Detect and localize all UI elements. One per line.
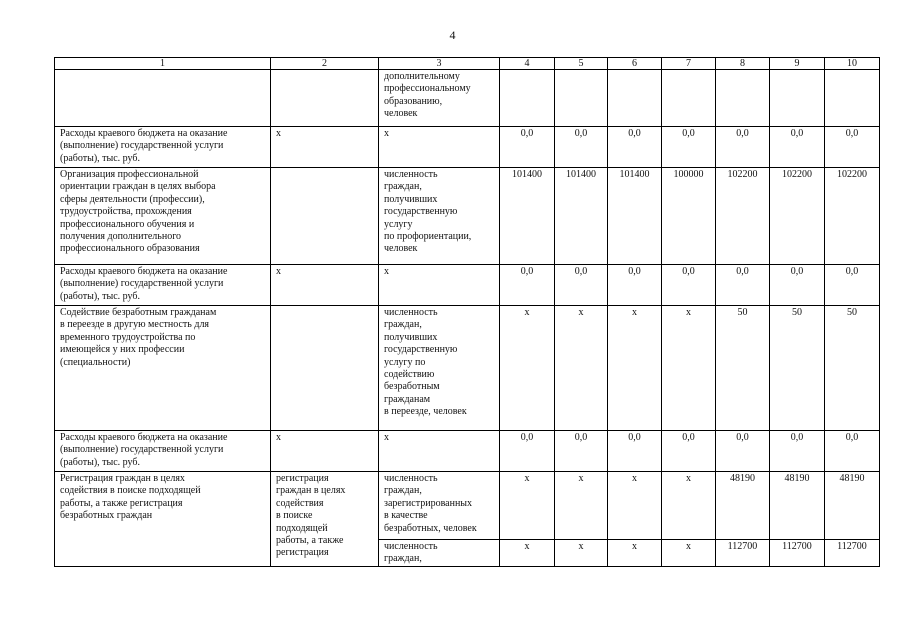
header-cell: 3 bbox=[379, 58, 500, 70]
header-cell: 6 bbox=[608, 58, 662, 70]
service-cell bbox=[271, 70, 379, 127]
value-cell: 102200 bbox=[770, 168, 825, 265]
value-cell: 0,0 bbox=[608, 127, 662, 168]
value-cell: 101400 bbox=[555, 168, 608, 265]
indicator-cell: Содействие безработным гражданам в переезде в другую местность для временного трудоустройства по имеющейся у них профессии (специальности) bbox=[55, 306, 271, 431]
service-cell: х bbox=[271, 127, 379, 168]
value-cell: 48190 bbox=[825, 472, 880, 540]
table-row bbox=[55, 431, 880, 472]
header-cell: 4 bbox=[500, 58, 555, 70]
value-cell: 101400 bbox=[608, 168, 662, 265]
value-cell: х bbox=[608, 472, 662, 540]
value-cell: 0,0 bbox=[500, 265, 555, 306]
value-cell: 0,0 bbox=[662, 431, 716, 472]
measure-cell: х bbox=[379, 127, 500, 168]
value-cell: 0,0 bbox=[555, 265, 608, 306]
table-row bbox=[55, 127, 880, 168]
header-cell: 5 bbox=[555, 58, 608, 70]
value-cell: 100000 bbox=[662, 168, 716, 265]
header-cell: 1 bbox=[55, 58, 271, 70]
value-cell bbox=[500, 70, 555, 127]
value-cell: 0,0 bbox=[608, 265, 662, 306]
service-cell bbox=[271, 168, 379, 265]
measure-cell: х bbox=[379, 431, 500, 472]
measure-cell: численность граждан, зарегистрированных в качестве безработных, человек bbox=[379, 472, 500, 540]
header-cell: 10 bbox=[825, 58, 880, 70]
service-cell: х bbox=[271, 431, 379, 472]
header-cell: 7 bbox=[662, 58, 716, 70]
header-cell: 8 bbox=[716, 58, 770, 70]
value-cell: 0,0 bbox=[555, 127, 608, 168]
value-cell: 50 bbox=[716, 306, 770, 431]
measure-cell: дополнительному профессиональному образованию, человек bbox=[379, 70, 500, 127]
value-cell: 102200 bbox=[716, 168, 770, 265]
measure-cell: х bbox=[379, 265, 500, 306]
value-cell: х bbox=[555, 540, 608, 567]
value-cell: х bbox=[500, 472, 555, 540]
value-cell: 0,0 bbox=[555, 431, 608, 472]
service-cell: регистрация граждан в целях содействия в поиске подходящей работы, а также регистрация bbox=[271, 472, 379, 567]
value-cell: х bbox=[555, 472, 608, 540]
header-cell: 2 bbox=[271, 58, 379, 70]
table-row bbox=[55, 265, 880, 306]
value-cell: 50 bbox=[825, 306, 880, 431]
indicator-cell: Регистрация граждан в целях содействия в поиске подходящей работы, а также регистрация безработных граждан bbox=[55, 472, 271, 567]
value-cell: 0,0 bbox=[662, 127, 716, 168]
value-cell: х bbox=[500, 306, 555, 431]
service-cell: х bbox=[271, 265, 379, 306]
value-cell: х bbox=[500, 540, 555, 567]
value-cell bbox=[662, 70, 716, 127]
value-cell bbox=[716, 70, 770, 127]
header-cell: 9 bbox=[770, 58, 825, 70]
value-cell: х bbox=[662, 472, 716, 540]
value-cell: х bbox=[608, 540, 662, 567]
table-row bbox=[55, 168, 880, 265]
table-row bbox=[55, 306, 880, 431]
value-cell: 0,0 bbox=[662, 265, 716, 306]
value-cell: 112700 bbox=[825, 540, 880, 567]
indicator-cell: Расходы краевого бюджета на оказание (выполнение) государственной услуги (работы), тыс. руб. bbox=[55, 265, 271, 306]
value-cell: 0,0 bbox=[716, 127, 770, 168]
indicator-cell: Расходы краевого бюджета на оказание (выполнение) государственной услуги (работы), тыс. руб. bbox=[55, 431, 271, 472]
value-cell: 48190 bbox=[716, 472, 770, 540]
value-cell: 0,0 bbox=[770, 127, 825, 168]
value-cell bbox=[825, 70, 880, 127]
value-cell: 48190 bbox=[770, 472, 825, 540]
table-row bbox=[55, 70, 880, 127]
page-number: 4 bbox=[449, 28, 456, 42]
value-cell: 0,0 bbox=[825, 265, 880, 306]
value-cell bbox=[555, 70, 608, 127]
indicator-cell: Организация профессиональной ориентации граждан в целях выбора сферы деятельности (профессии), трудоустройства, прохождения профессионального обучения и получения дополнительного профессионального образования bbox=[55, 168, 271, 265]
value-cell: 0,0 bbox=[770, 431, 825, 472]
indicator-cell: Расходы краевого бюджета на оказание (выполнение) государственной услуги (работы), тыс. руб. bbox=[55, 127, 271, 168]
header-row bbox=[55, 58, 880, 70]
service-cell bbox=[271, 306, 379, 431]
value-cell: х bbox=[662, 540, 716, 567]
value-cell: 0,0 bbox=[825, 127, 880, 168]
value-cell: 0,0 bbox=[825, 431, 880, 472]
value-cell bbox=[608, 70, 662, 127]
value-cell: 50 bbox=[770, 306, 825, 431]
value-cell: х bbox=[608, 306, 662, 431]
value-cell: 112700 bbox=[770, 540, 825, 567]
indicator-cell bbox=[55, 70, 271, 127]
measure-cell: численность граждан, получивших государственную услугу по содействию безработным гражданам в переезде, человек bbox=[379, 306, 500, 431]
value-cell: х bbox=[555, 306, 608, 431]
value-cell: 0,0 bbox=[716, 265, 770, 306]
value-cell: 101400 bbox=[500, 168, 555, 265]
measure-cell: численность граждан, получивших государственную услугу по профориентации, человек bbox=[379, 168, 500, 265]
value-cell: 0,0 bbox=[608, 431, 662, 472]
budget-table bbox=[54, 57, 880, 567]
value-cell bbox=[770, 70, 825, 127]
value-cell: 0,0 bbox=[500, 431, 555, 472]
value-cell: 112700 bbox=[716, 540, 770, 567]
value-cell: 0,0 bbox=[770, 265, 825, 306]
value-cell: 0,0 bbox=[500, 127, 555, 168]
measure-cell: численность граждан, bbox=[379, 540, 500, 567]
value-cell: х bbox=[662, 306, 716, 431]
value-cell: 102200 bbox=[825, 168, 880, 265]
table-row bbox=[55, 472, 880, 540]
value-cell: 0,0 bbox=[716, 431, 770, 472]
